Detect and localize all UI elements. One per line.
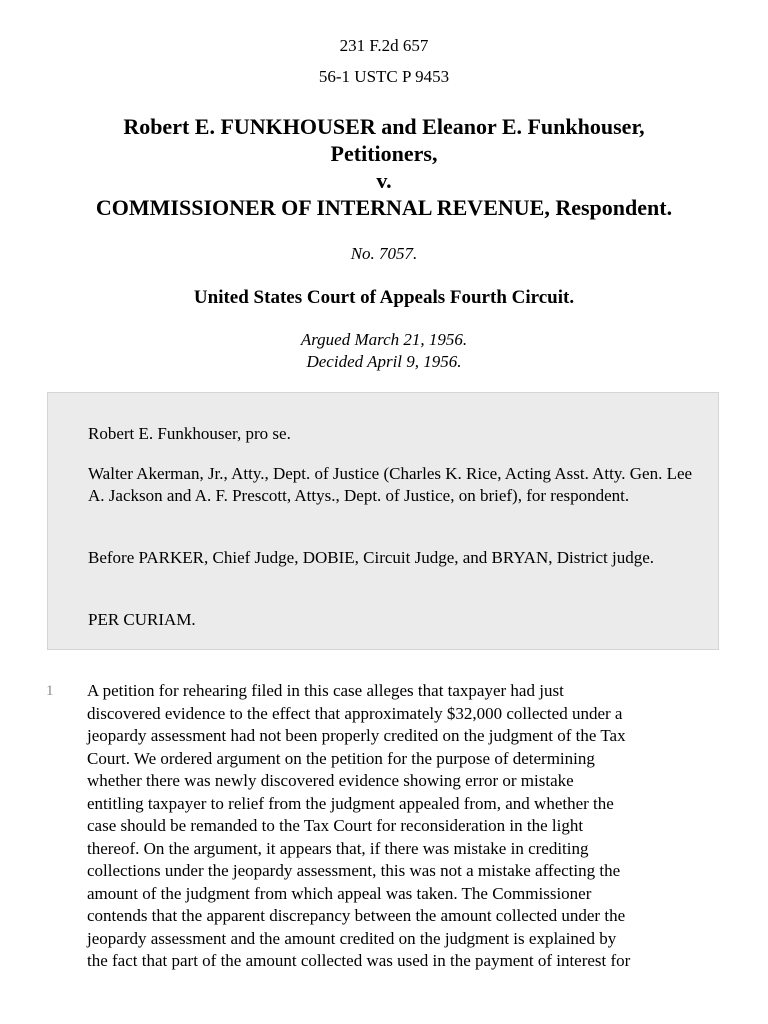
paragraph-line: amount of the judgment from which appeal was taken. The Commissioner xyxy=(87,883,592,903)
case-caption xyxy=(20,113,748,221)
docket-number: No. 7057. xyxy=(350,244,418,263)
petitioner-counsel: Robert E. Funkhouser, pro se. xyxy=(88,424,291,443)
caption-versus: v. xyxy=(376,168,392,193)
per-curiam: PER CURIAM. xyxy=(88,610,196,629)
paragraph-number: 1 xyxy=(46,683,54,699)
court-name: United States Court of Appeals Fourth Circuit. xyxy=(193,287,575,308)
paragraph-line: case should be remanded to the Tax Court for reconsideration in the light xyxy=(87,816,584,835)
decided-date: Decided April 9, 1956. xyxy=(306,352,462,371)
paragraph-line: discovered evidence to the effect that approximately $32,000 collected under a xyxy=(87,703,623,723)
reporter-citation: 231 F.2d 657 xyxy=(339,36,429,55)
caption-petitioners-role: Petitioners, xyxy=(330,141,438,166)
caption-respondent: COMMISSIONER OF INTERNAL REVENUE, Respondent. xyxy=(95,195,673,220)
paragraph-line: entitling taxpayer to relief from the judgment appealed from, and whether the xyxy=(87,793,614,813)
case-dates xyxy=(0,329,768,373)
tax-cases-citation: 56-1 USTC P 9453 xyxy=(318,67,450,86)
respondent-counsel: Walter Akerman, Jr., Atty., Dept. of Justice (Charles K. Rice, Acting Asst. Atty. Gen. Lee A. Jackson and A. F. Prescott, Attys., Dept. of Justice, on brief), for respondent. xyxy=(88,464,693,505)
paragraph-line: A petition for rehearing filed in this case alleges that taxpayer had just xyxy=(87,681,564,700)
paragraph-line: jeopardy assessment and the amount credited on the judgment is explained by xyxy=(87,928,617,948)
paragraph-line: jeopardy assessment had not been properly credited on the judgment of the Tax xyxy=(87,726,626,745)
paragraph-line: whether there was newly discovered evidence showing error or mistake xyxy=(87,771,574,790)
paragraph-line: Court. We ordered argument on the petition for the purpose of determining xyxy=(87,748,595,768)
judges-panel: Before PARKER, Chief Judge, DOBIE, Circuit Judge, and BRYAN, District judge. xyxy=(88,548,654,567)
paragraph-line: the fact that part of the amount collected was used in the payment of interest for xyxy=(87,951,631,970)
paragraph-line: thereof. On the argument, it appears that, if there was mistake in crediting xyxy=(87,838,589,858)
paragraph-line: collections under the jeopardy assessment, this was not a mistake affecting the xyxy=(87,861,621,880)
paragraph-line: contends that the apparent discrepancy between the amount collected under the xyxy=(87,906,626,925)
counsel-box xyxy=(47,392,719,650)
caption-petitioners-names: Robert E. FUNKHOUSER and Eleanor E. Funkhouser, xyxy=(123,114,645,139)
argued-date: Argued March 21, 1956. xyxy=(300,330,468,349)
paragraph-text xyxy=(87,680,747,973)
